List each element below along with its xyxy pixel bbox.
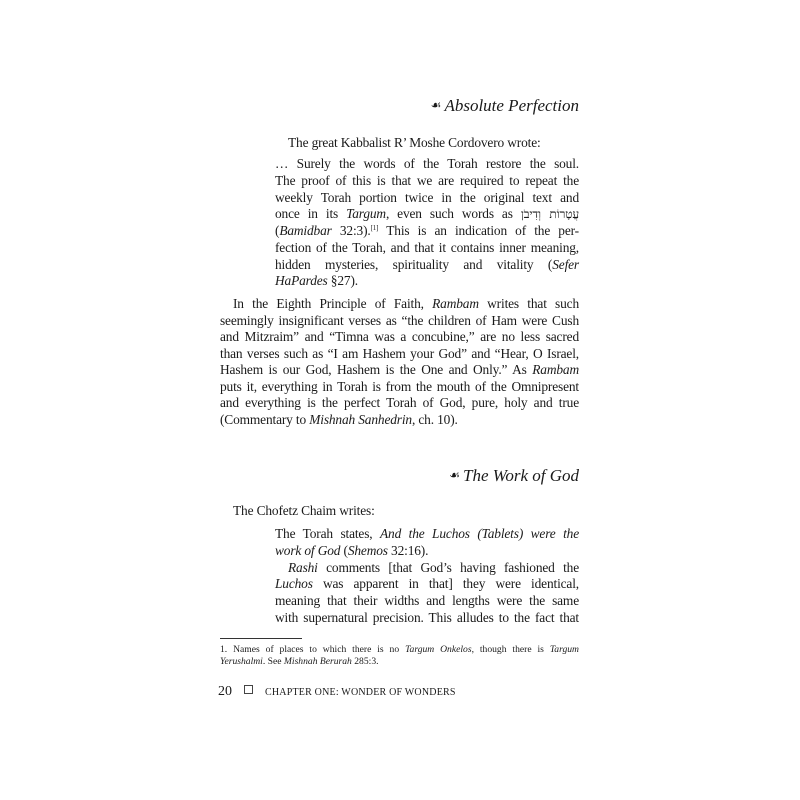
chofetz-chaim-quote-line (275, 592, 579, 609)
text-run: with supernatural precision. This alludes to the fact that (275, 610, 579, 625)
chofetz-chaim-quote-line (275, 575, 579, 592)
text-run: Rashi (288, 559, 318, 575)
footnote-divider (220, 638, 302, 639)
body-paragraph-line (220, 394, 579, 411)
text-run: puts it, everything in Torah is from the mouth of the Omnipresent (220, 378, 579, 394)
text-run: , ch. 10). (411, 411, 458, 427)
text-run: HaPardes (275, 273, 328, 289)
text-run: 1. Names of places to which there is no (220, 644, 406, 655)
text-run: And the Luchos (Tablets) were the (380, 526, 579, 541)
section-heading-absolute-perfection (431, 95, 579, 116)
text-run: , even such words as (385, 206, 521, 222)
text-run: Hashem is our God, Hashem is the One and Only.” As (220, 362, 533, 377)
leaf-ornament-icon: ☙ (430, 98, 442, 112)
cordovero-quote-line (275, 205, 579, 222)
text-run: Rambam (432, 296, 479, 311)
cordovero-quote-line (275, 155, 579, 172)
intro-line (288, 134, 541, 151)
text-run: ( (340, 542, 348, 558)
body-paragraph-line (220, 312, 579, 329)
text-run: fection of the Torah, and that it contains inner meaning, (275, 239, 579, 255)
text-run: … Surely the words of the Torah restore the soul. (275, 156, 579, 171)
text-run: Targum (346, 206, 386, 222)
text-run: than verses such as “I am Hashem your God” and “Hear, O Israel, (220, 345, 579, 361)
footnote-line (220, 656, 379, 668)
footnote-line (220, 644, 579, 656)
text-run: once in its (275, 206, 347, 222)
text-run: Mishnah Berurah (283, 656, 352, 667)
text-run: Sefer (552, 256, 579, 272)
cordovero-quote-line (275, 256, 579, 273)
heading-text: Absolute Perfection (444, 96, 579, 115)
text-run: Bamidbar (279, 223, 332, 238)
hebrew-text: עֲטָרוֹת וְדִיבֹן (520, 207, 579, 222)
text-run: The Chofetz Chaim writes: (233, 503, 375, 518)
chofetz-chaim-quote-line (288, 559, 579, 576)
page-footer (218, 684, 456, 700)
text-run: Luchos (275, 576, 313, 592)
leaf-ornament-icon: ☙ (449, 468, 460, 482)
text-run: weekly Torah portion twice in the original text and (275, 189, 579, 205)
text-run: work of God (275, 542, 341, 558)
text-run: Targum Onkelos (405, 644, 472, 655)
section-heading-work-of-god (449, 465, 579, 486)
square-separator-icon (244, 685, 253, 694)
text-run: . See (262, 656, 284, 667)
text-run: 32:3). (331, 223, 371, 238)
text-run: This is an indication of the per- (378, 223, 579, 238)
text-run: Shemos (347, 542, 388, 558)
cordovero-quote-line (275, 239, 579, 256)
text-run: seemingly insignificant verses as “the children of Ham were Cush (220, 312, 579, 328)
text-run: writes that such (478, 296, 579, 311)
text-run: ( (275, 223, 280, 238)
text-run: , though there is (471, 644, 550, 655)
text-run: Mishnah Sanhedrin (309, 411, 412, 427)
page-number: 20 (218, 684, 232, 699)
text-run: Rambam (532, 362, 579, 377)
text-run: comments [that God’s having fashioned the (317, 559, 579, 575)
text-run: and Mitzraim” and “Timna was a concubine,” are no less sacred (220, 329, 579, 344)
body-paragraph-line (220, 411, 458, 428)
body-paragraph-line (220, 361, 579, 378)
text-run: was apparent in that] they were identical, (312, 576, 579, 592)
text-run: meaning that their widths and lengths were the same (275, 593, 579, 609)
chofetz-chaim-quote-line (275, 525, 579, 542)
text-run: §27). (327, 273, 358, 289)
cordovero-quote-line (275, 172, 579, 189)
body-paragraph-line (233, 295, 579, 312)
chapter-title: CHAPTER ONE: WONDER OF WONDERS (265, 687, 456, 698)
chofetz-chaim-quote-line (275, 609, 579, 626)
text-run: Yerushalmi (220, 656, 263, 667)
text-run: The proof of this is that we are required to repeat the (275, 172, 579, 188)
intro-line (233, 502, 375, 519)
cordovero-quote-line (275, 189, 579, 206)
text-run: and everything is the perfect Torah of God, pure, holy and true (220, 395, 579, 410)
body-paragraph-line (220, 328, 579, 345)
text-run: hidden mysteries, spirituality and vitality ( (275, 256, 553, 272)
heading-text: The Work of God (462, 466, 579, 485)
body-paragraph-line (220, 378, 579, 395)
text-run: 32:16). (387, 542, 429, 558)
text-run: The Torah states, (275, 526, 380, 541)
text-run: Targum (549, 644, 579, 655)
footnote-reference: [1] (370, 224, 379, 232)
cordovero-quote-line (275, 222, 579, 239)
body-paragraph-line (220, 345, 579, 362)
text-run: In the Eighth Principle of Faith, (233, 296, 433, 311)
text-run: The great Kabbalist R’ Moshe Cordovero wrote: (288, 135, 541, 150)
text-run: (Commentary to (220, 411, 310, 427)
text-run: 285:3. (351, 656, 379, 667)
cordovero-quote-line (275, 272, 358, 289)
chofetz-chaim-quote-line (275, 542, 428, 559)
